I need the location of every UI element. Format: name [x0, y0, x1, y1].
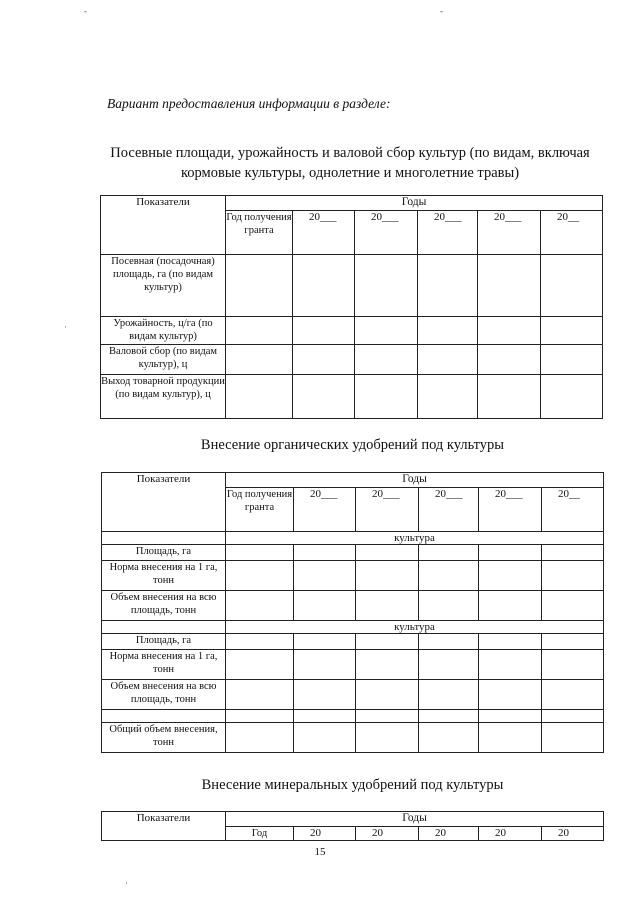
section2-title: Внесение органических удобрений под культуры — [200, 437, 505, 453]
year-col: 20__ — [541, 211, 603, 255]
year-col: 20 — [419, 827, 479, 841]
year-col: 20___ — [479, 488, 542, 532]
row-label: Норма внесения на 1 га, тонн — [102, 650, 226, 680]
table-row — [102, 545, 604, 561]
table-row — [102, 561, 604, 591]
scan-speck: · — [64, 322, 67, 332]
year-grant: Год получения гранта — [226, 488, 294, 532]
header-indicators: Показатели — [102, 473, 226, 532]
row-label-total: Общий объем внесения, тонн — [102, 723, 226, 753]
section1-title — [100, 143, 600, 183]
header-indicators: Показатели — [102, 812, 226, 841]
year-col: 20___ — [418, 211, 478, 255]
header-indicators: Показатели — [101, 196, 226, 255]
header-years: Годы — [226, 812, 604, 827]
year-col: 20 — [479, 827, 542, 841]
section3-title: Внесение минеральных удобрений под культуры — [201, 777, 504, 793]
culture-label: культура — [226, 621, 604, 634]
row-label: Объем внесения на всю площадь, тонн — [102, 680, 226, 710]
year-col: 20___ — [355, 211, 418, 255]
row-label: Валовой сбор (по видам культур), ц — [101, 345, 226, 375]
row-label: Объем внесения на всю площадь, тонн — [102, 591, 226, 621]
table-row — [102, 680, 604, 710]
culture-label: культура — [226, 532, 604, 545]
year-col: 20___ — [294, 488, 356, 532]
table-row — [102, 634, 604, 650]
table-row — [101, 345, 603, 375]
table-row-empty — [102, 710, 604, 723]
year-col: 20 — [356, 827, 419, 841]
table-row — [102, 723, 604, 753]
year-col: 20___ — [419, 488, 479, 532]
header-years: Годы — [226, 196, 603, 211]
scan-speck: - — [440, 6, 443, 16]
scan-speck: · — [125, 878, 128, 888]
year-col: 20__ — [542, 488, 604, 532]
table-mineral — [101, 811, 604, 841]
row-label: Норма внесения на 1 га, тонн — [102, 561, 226, 591]
table-row — [101, 375, 603, 419]
row-label: Урожайность, ц/га (по видам культур) — [101, 317, 226, 345]
table-row — [102, 650, 604, 680]
table-row — [101, 255, 603, 317]
row-label: Площадь, га — [102, 545, 226, 561]
section1-title-line1: Посевные площади, урожайность и валовой сбор культур (по видам, включая — [110, 145, 590, 161]
row-label: Площадь, га — [102, 634, 226, 650]
table-row — [102, 591, 604, 621]
year-col: 20___ — [356, 488, 419, 532]
year-col: 20 — [294, 827, 356, 841]
table-row — [101, 317, 603, 345]
row-label: Выход товарной продукции (по видам культур), ц — [101, 375, 226, 419]
table-organic — [101, 472, 604, 753]
year-col: 20___ — [478, 211, 541, 255]
year-col: 20 — [542, 827, 604, 841]
table-crops — [100, 195, 603, 419]
year-grant: Год — [226, 827, 294, 841]
year-grant: Год получения гранта — [226, 211, 293, 255]
page-number: 15 — [314, 846, 326, 858]
section1-title-line2: кормовые культуры, однолетние и многолетние травы) — [180, 165, 520, 181]
intro-text: Вариант предоставления информации в разделе: — [107, 96, 391, 111]
year-col: 20___ — [293, 211, 355, 255]
header-years: Годы — [226, 473, 604, 488]
row-label: Посевная (посадочная) площадь, га (по видам культур) — [101, 255, 226, 317]
scan-speck: - — [84, 6, 87, 16]
